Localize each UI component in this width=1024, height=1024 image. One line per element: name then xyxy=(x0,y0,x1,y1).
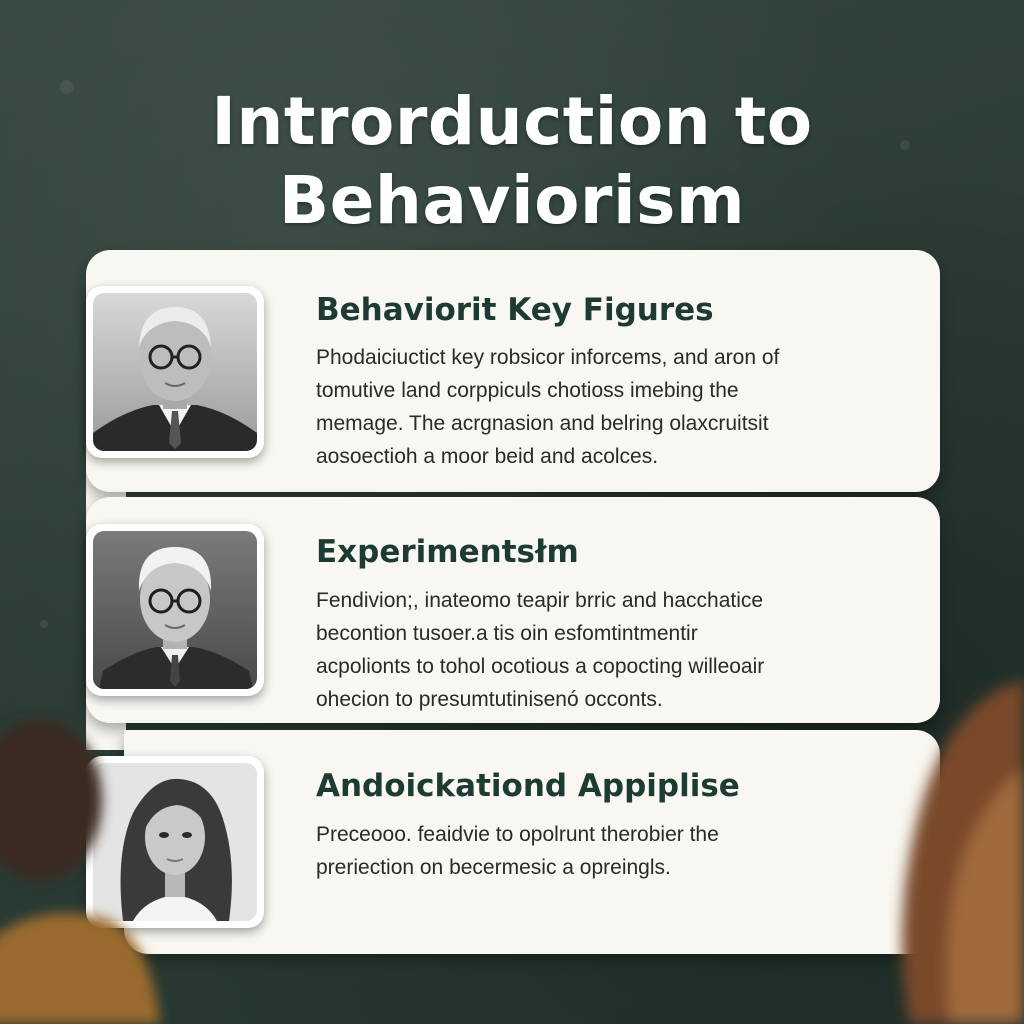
card-body-line: preriection on becermesic a opreingls. xyxy=(316,856,671,879)
card-body xyxy=(316,584,876,716)
student-right-silhouette xyxy=(850,660,1024,1024)
portrait-frame xyxy=(86,286,264,458)
card-body-line: Fendivion;, inateomo teapir brric and hacchatice xyxy=(316,589,764,612)
portrait-older-man-photo xyxy=(93,531,257,689)
card-body-line: aosoectioh a moor beid and acolces. xyxy=(316,445,659,468)
chalk-speck xyxy=(40,620,48,628)
card-body-line: Preceooo. feaidvie to opolrunt therobier the xyxy=(316,823,719,846)
card-body-line: Phodaiciuctict key robsicor inforcems, and aron of xyxy=(316,346,780,369)
student-left-silhouette xyxy=(0,700,170,1024)
portrait-image xyxy=(93,293,257,451)
card-body xyxy=(316,341,876,473)
card-heading: Experimentsłm xyxy=(316,534,579,570)
card-body-line: memage. The acrgnasion and belring olaxcruitsit xyxy=(316,412,769,435)
page-title xyxy=(0,82,1024,240)
title-line-2: Behaviorism xyxy=(278,162,746,240)
card-body xyxy=(316,818,876,884)
portrait-image xyxy=(93,531,257,689)
title-line-1: Introrduction to xyxy=(211,83,813,160)
portrait-elderly-man-photo xyxy=(93,293,257,451)
card-body-line: ohecion to presumtutinisenó occonts. xyxy=(316,688,663,711)
card-heading: Behaviorit Key Figures xyxy=(316,292,714,328)
card-body-line: acpolionts to tohol ocotious a copocting willeoair xyxy=(316,655,765,678)
card-body-line: becontion tusoer.a tis oin esfomtintmentir xyxy=(316,622,698,645)
portrait-frame xyxy=(86,524,264,696)
card-heading: Andoickationd Appiplise xyxy=(316,768,740,804)
card-body-line: tomutive land corppiculs chotioss imebing the xyxy=(316,379,739,402)
